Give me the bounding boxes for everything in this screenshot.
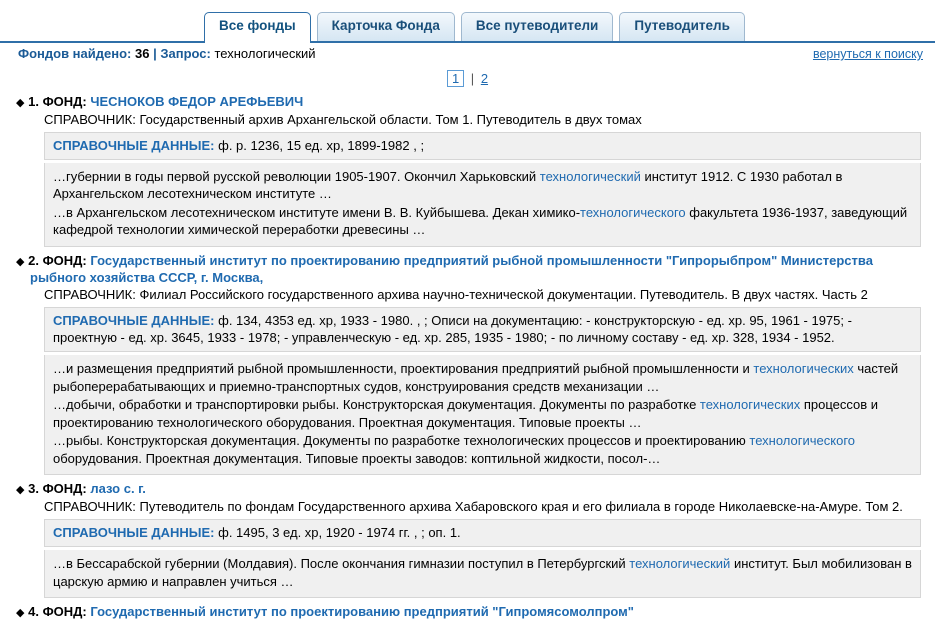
- snippet-highlight: технологических: [699, 397, 801, 413]
- sprav-panel: [44, 307, 921, 352]
- sprav-label: СПРАВОЧНЫЕ ДАННЫЕ:: [53, 312, 215, 328]
- snippet-text: …добычи, обработки и транспортировки рыбы. Конструкторская документация. Документы по разработке: [53, 397, 700, 413]
- snippet-line: [53, 204, 912, 239]
- fond-name-link[interactable]: лазо с. г.: [90, 481, 146, 497]
- snippet-text: факультета 1936-1937, заведующий кафедрой технологии химической переработки древесины …: [53, 204, 908, 238]
- query-value: технологический: [214, 46, 316, 61]
- tab-label: Путеводитель: [634, 18, 730, 34]
- snippet-text: оборудования. Проектная документация. Типовые проекты заводов: коптильной жидкости, посол-…: [53, 450, 661, 466]
- snippet-text: частей рыбоперерабатывающих и приемно-транспортных судов, конструирования средств механизации …: [53, 361, 899, 394]
- guide-label: СПРАВОЧНИК:: [44, 499, 136, 515]
- page-current[interactable]: 1: [447, 70, 464, 87]
- result-record: [14, 253, 921, 475]
- record-number: 4.: [28, 604, 39, 620]
- record-heading: [16, 604, 921, 621]
- fond-label: ФОНД:: [42, 94, 87, 109]
- fond-label: ФОНД:: [42, 604, 87, 620]
- record-heading: [16, 481, 921, 498]
- guide-line: [44, 287, 921, 304]
- guide-line: [44, 112, 921, 129]
- snippet-highlight: технологических: [753, 361, 854, 377]
- tab-label: Все фонды: [219, 18, 296, 34]
- result-record: [14, 604, 921, 621]
- tab-all-fonds[interactable]: [204, 12, 311, 43]
- snippet-highlight: технологического: [580, 204, 686, 220]
- record-number: 1.: [28, 94, 39, 109]
- tab-all-guides[interactable]: [461, 12, 614, 41]
- snippet-line: [53, 432, 912, 467]
- tab-list: [204, 12, 745, 41]
- tab-fond-card[interactable]: [317, 12, 455, 41]
- result-record: [14, 94, 921, 247]
- snippet-text: …и размещения предприятий рыбной промышленности, проектирования предприятий рыбной промышленности и: [53, 361, 754, 377]
- fond-name-link[interactable]: Государственный институт по проектированию предприятий "Гипромясомолпром": [90, 604, 634, 620]
- snippet-text: …губернии в годы первой русской революции 1905-1907. Окончил Харьковский: [53, 168, 540, 184]
- tab-label: Все путеводители: [475, 18, 599, 34]
- record-heading: [16, 94, 921, 111]
- sprav-label: СПРАВОЧНЫЕ ДАННЫЕ:: [53, 525, 215, 541]
- page-2-link[interactable]: 2: [480, 71, 489, 86]
- snippet-line: [53, 168, 912, 203]
- snippet-panel: [44, 163, 921, 247]
- pagination: [0, 67, 935, 94]
- sprav-label: СПРАВОЧНЫЕ ДАННЫЕ:: [53, 137, 215, 153]
- record-number: 2.: [28, 252, 39, 268]
- snippet-text: институт 1912. С 1930 работал в Архангельском лесотехническом институте …: [53, 168, 843, 202]
- tab-guide[interactable]: [619, 12, 745, 41]
- guide-label: СПРАВОЧНИК:: [44, 286, 136, 302]
- guide-value: Государственный архив Архангельской области. Том 1. Путеводитель в двух томах: [139, 111, 642, 127]
- sprav-panel: [44, 519, 921, 547]
- found-label: Фондов найдено:: [18, 46, 132, 61]
- guide-value: Филиал Российского государственного архива научно-технической документации. Путеводитель. В двух частях. Часть 2: [139, 286, 868, 302]
- guide-value: Путеводитель по фондам Государственного архива Хабаровского края и его филиала в городе Николаевске-на-Амуре. Том 2.: [139, 499, 903, 515]
- bullet-icon: ◆: [16, 607, 25, 620]
- page-divider: |: [470, 71, 475, 86]
- snippet-highlight: технологического: [749, 433, 856, 449]
- back-to-search-link[interactable]: вернуться к поиску: [812, 47, 923, 61]
- fond-name-link[interactable]: ЧЕСНОКОВ ФЕДОР АРЕФЬЕВИЧ: [90, 94, 304, 109]
- snippet-highlight: технологический: [629, 556, 731, 572]
- sprav-value: ф. 1495, 3 ед. хр, 1920 - 1974 гг. , ; оп. 1.: [218, 525, 461, 541]
- bullet-icon: ◆: [16, 484, 25, 497]
- info-bar: [0, 43, 935, 67]
- record-number: 3.: [28, 481, 39, 497]
- snippet-text: …рыбы. Конструкторская документация. Документы по разработке технологических процессов и проектированию: [53, 433, 750, 449]
- sprav-value: ф. р. 1236, 15 ед. хр, 1899-1982 , ;: [218, 137, 425, 153]
- fond-label: ФОНД:: [42, 252, 87, 268]
- tab-label: Карточка Фонда: [331, 18, 440, 34]
- snippet-text: институт. Был мобилизован в царскую армию и направлен учиться …: [53, 556, 912, 589]
- snippet-highlight: технологический: [539, 168, 641, 184]
- sprav-value: ф. 134, 4353 ед. хр, 1933 - 1980. , ; Описи на документацию: - конструкторскую - ед. хр. 95, 1961 - 1975; - проектную - ед. хр. 3645, 1933 - 1978; - управленческую - ед. хр. 285, 1935 - 1980; - по личному составу - ед. хр. 328, 1934 - 1952.: [53, 312, 852, 346]
- snippet-line: [53, 360, 912, 395]
- snippet-text: …в Архангельском лесотехническом институте имени В. В. Куйбышева. Декан химико-: [53, 204, 581, 220]
- snippet-text: …в Бессарабской губернии (Молдавия). После окончания гимназии поступил в Петербургский: [53, 556, 630, 572]
- fond-label: ФОНД:: [42, 481, 87, 497]
- snippet-line: [53, 555, 912, 590]
- results-list: [0, 94, 935, 621]
- found-count: 36: [135, 46, 150, 61]
- snippet-text: процессов и проектированию технологического оборудования. Проектная документация. Типовые проекты …: [53, 397, 879, 430]
- info-separator: |: [153, 46, 157, 61]
- fond-name-link[interactable]: Государственный институт по проектированию предприятий рыбной промышленности "Гипрорыбпром" Министерства рыбного хозяйства СССР, г. Москва,: [30, 252, 873, 285]
- guide-line: [44, 499, 921, 516]
- guide-label: СПРАВОЧНИК:: [44, 111, 136, 127]
- bullet-icon: ◆: [16, 255, 25, 268]
- record-heading: [16, 252, 921, 286]
- snippet-panel: [44, 355, 921, 475]
- query-label: Запрос:: [160, 46, 211, 61]
- tab-bar: [0, 0, 935, 43]
- snippet-panel: [44, 550, 921, 598]
- snippet-line: [53, 396, 912, 431]
- bullet-icon: ◆: [16, 97, 25, 109]
- result-record: [14, 481, 921, 598]
- sprav-panel: [44, 132, 921, 160]
